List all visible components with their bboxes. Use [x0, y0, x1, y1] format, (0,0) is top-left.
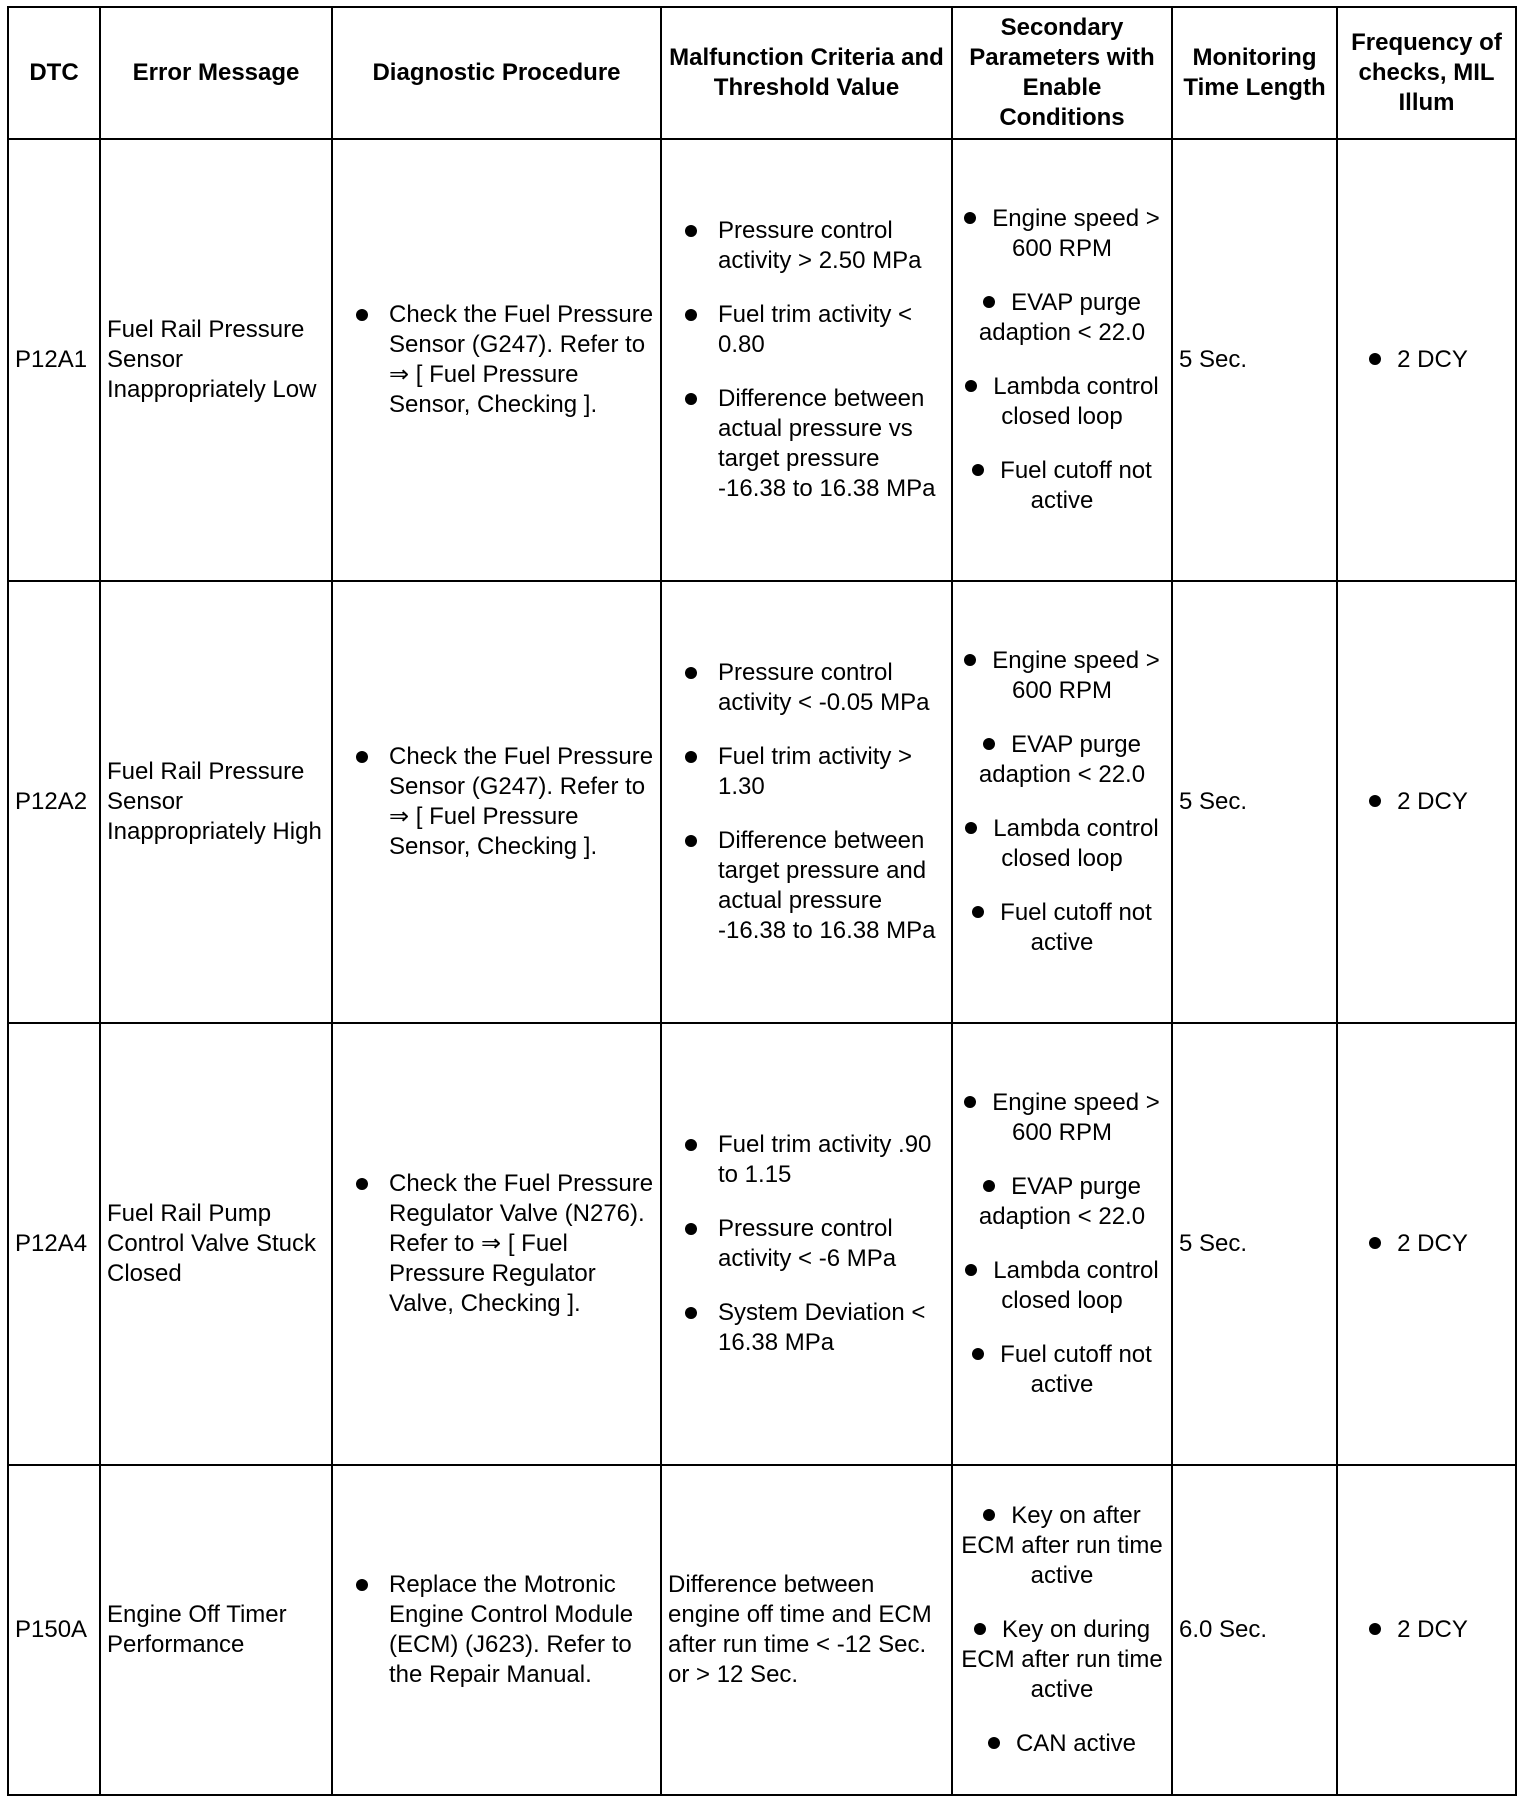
- criteria-text: Difference between target pressure and actual pressure -16.38 to 16.38 MPa: [718, 827, 936, 944]
- bullet-icon: [356, 1579, 368, 1591]
- header-secondary-parameters: Secondary Parameters with Enable Conditions: [952, 7, 1172, 139]
- diagnostic-procedure-cell: [332, 1023, 661, 1465]
- header-malfunction-criteria: Malfunction Criteria and Threshold Value: [661, 7, 952, 139]
- criteria-text: Fuel trim activity < 0.80: [718, 301, 913, 358]
- procedure-list: [333, 742, 660, 862]
- criteria-list: [662, 1130, 951, 1358]
- bullet-icon: [964, 1096, 976, 1108]
- bullet-icon: [965, 380, 977, 392]
- criteria-item: [662, 384, 951, 504]
- bullet-icon: [356, 1178, 368, 1190]
- secondary-text: Engine speed > 600 RPM: [992, 205, 1160, 262]
- secondary-parameters-cell: [952, 139, 1172, 581]
- criteria-item: [662, 1130, 951, 1190]
- bullet-icon: [964, 212, 976, 224]
- table-row: [8, 139, 1516, 581]
- bullet-icon: [983, 738, 995, 750]
- secondary-item: [953, 456, 1171, 516]
- secondary-text: Engine speed > 600 RPM: [992, 647, 1160, 704]
- secondary-parameters-cell: [952, 1465, 1172, 1795]
- table-row: [8, 1023, 1516, 1465]
- bullet-icon: [988, 1737, 1000, 1749]
- frequency-text: 2 DCY: [1397, 1230, 1468, 1257]
- bullet-icon: [356, 751, 368, 763]
- bullet-icon: [685, 1139, 697, 1151]
- secondary-item: [953, 204, 1171, 264]
- criteria-item: [662, 826, 951, 946]
- secondary-item: [953, 1615, 1171, 1705]
- procedure-text: Check the Fuel Pressure Sensor (G247). Refer to ⇒ [ Fuel Pressure Sensor, Checking ].: [389, 301, 654, 418]
- bullet-icon: [972, 906, 984, 918]
- secondary-text: Lambda control closed loop: [993, 815, 1159, 872]
- procedure-item: [333, 1570, 660, 1690]
- secondary-list: [953, 1501, 1171, 1759]
- bullet-icon: [685, 751, 697, 763]
- criteria-item: [662, 1214, 951, 1274]
- secondary-item: [953, 1729, 1171, 1759]
- bullet-icon: [965, 1264, 977, 1276]
- frequency-cell: [1337, 139, 1516, 581]
- bullet-icon: [983, 296, 995, 308]
- criteria-list: [662, 658, 951, 946]
- procedure-list: [333, 1570, 660, 1690]
- dtc-code: P12A2: [8, 581, 100, 1023]
- secondary-item: [953, 372, 1171, 432]
- monitoring-time: 5 Sec.: [1172, 1023, 1337, 1465]
- secondary-item: [953, 646, 1171, 706]
- secondary-text: Engine speed > 600 RPM: [992, 1089, 1160, 1146]
- secondary-text: EVAP purge adaption < 22.0: [978, 1173, 1146, 1230]
- frequency-cell: [1337, 1465, 1516, 1795]
- error-message: Engine Off Timer Performance: [100, 1465, 332, 1795]
- table-row: [8, 1465, 1516, 1795]
- procedure-text: Check the Fuel Pressure Sensor (G247). Refer to ⇒ [ Fuel Pressure Sensor, Checking ].: [389, 743, 654, 860]
- header-diagnostic-procedure: Diagnostic Procedure: [332, 7, 661, 139]
- secondary-text: Fuel cutoff not active: [1000, 457, 1152, 514]
- criteria-text: Pressure control activity < -6 MPa: [718, 1215, 897, 1272]
- secondary-item: [953, 1340, 1171, 1400]
- header-row: [8, 7, 1516, 139]
- criteria-item: [662, 1298, 951, 1358]
- secondary-text: EVAP purge adaption < 22.0: [978, 289, 1146, 346]
- secondary-item: [953, 1256, 1171, 1316]
- bullet-icon: [685, 309, 697, 321]
- error-message: Fuel Rail Pressure Sensor Inappropriately Low: [100, 139, 332, 581]
- monitoring-time: 5 Sec.: [1172, 581, 1337, 1023]
- secondary-item: [953, 1088, 1171, 1148]
- header-monitoring-time: Monitoring Time Length: [1172, 7, 1337, 139]
- criteria-text: System Deviation < 16.38 MPa: [718, 1299, 926, 1356]
- bullet-icon: [1369, 353, 1381, 365]
- procedure-list: [333, 300, 660, 420]
- secondary-text: EVAP purge adaption < 22.0: [978, 731, 1146, 788]
- criteria-list: [662, 216, 951, 504]
- secondary-text: Lambda control closed loop: [993, 373, 1159, 430]
- secondary-list: [953, 646, 1171, 958]
- error-message: Fuel Rail Pump Control Valve Stuck Closed: [100, 1023, 332, 1465]
- criteria-text: Pressure control activity > 2.50 MPa: [718, 217, 922, 274]
- dtc-code: P12A4: [8, 1023, 100, 1465]
- frequency-text: 2 DCY: [1397, 346, 1468, 373]
- procedure-item: [333, 300, 660, 420]
- secondary-text: Key on during ECM after run time active: [961, 1616, 1163, 1703]
- bullet-icon: [685, 667, 697, 679]
- criteria-text: Pressure control activity < -0.05 MPa: [718, 659, 930, 716]
- frequency-text: 2 DCY: [1397, 788, 1468, 815]
- secondary-text: CAN active: [1015, 1730, 1137, 1757]
- error-message: Fuel Rail Pressure Sensor Inappropriately High: [100, 581, 332, 1023]
- bullet-icon: [685, 835, 697, 847]
- header-dtc: DTC: [8, 7, 100, 139]
- table-row: [8, 581, 1516, 1023]
- procedure-item: [333, 742, 660, 862]
- bullet-icon: [983, 1180, 995, 1192]
- bullet-icon: [1369, 1623, 1381, 1635]
- secondary-item: [953, 730, 1171, 790]
- diagnostic-procedure-cell: [332, 1465, 661, 1795]
- bullet-icon: [972, 464, 984, 476]
- criteria-item: [662, 742, 951, 802]
- secondary-list: [953, 1088, 1171, 1400]
- malfunction-criteria-cell: [661, 1023, 952, 1465]
- criteria-text: Difference between actual pressure vs target pressure -16.38 to 16.38 MPa: [718, 385, 936, 502]
- bullet-icon: [685, 1307, 697, 1319]
- criteria-item: [662, 216, 951, 276]
- dtc-code: P150A: [8, 1465, 100, 1795]
- bullet-icon: [685, 393, 697, 405]
- procedure-list: [333, 1169, 660, 1319]
- bullet-icon: [964, 654, 976, 666]
- dtc-table: [7, 6, 1517, 1796]
- malfunction-criteria-cell: [661, 581, 952, 1023]
- bullet-icon: [974, 1623, 986, 1635]
- dtc-code: P12A1: [8, 139, 100, 581]
- criteria-text: Fuel trim activity .90 to 1.15: [718, 1131, 932, 1188]
- dtc-table-container: [7, 6, 1515, 1792]
- malfunction-criteria-cell: [661, 139, 952, 581]
- bullet-icon: [1369, 1237, 1381, 1249]
- secondary-text: Key on after ECM after run time active: [961, 1502, 1163, 1589]
- secondary-parameters-cell: [952, 1023, 1172, 1465]
- bullet-icon: [972, 1348, 984, 1360]
- frequency-cell: [1337, 1023, 1516, 1465]
- procedure-text: Replace the Motronic Engine Control Module (ECM) (J623). Refer to the Repair Manual.: [389, 1571, 634, 1688]
- frequency-text: 2 DCY: [1397, 1616, 1468, 1643]
- bullet-icon: [1369, 795, 1381, 807]
- monitoring-time: 5 Sec.: [1172, 139, 1337, 581]
- malfunction-criteria-cell: [661, 1465, 952, 1795]
- header-error-message: Error Message: [100, 7, 332, 139]
- secondary-text: Fuel cutoff not active: [1000, 899, 1152, 956]
- criteria-text: Difference between engine off time and ECM after run time < -12 Sec. or > 12 Sec.: [668, 1571, 932, 1688]
- header-frequency: Frequency of checks, MIL Illum: [1337, 7, 1516, 139]
- secondary-item: [953, 1172, 1171, 1232]
- bullet-icon: [965, 822, 977, 834]
- secondary-item: [953, 1501, 1171, 1591]
- secondary-item: [953, 814, 1171, 874]
- criteria-item: [662, 658, 951, 718]
- bullet-icon: [685, 1223, 697, 1235]
- procedure-text: Check the Fuel Pressure Regulator Valve (N276). Refer to ⇒ [ Fuel Pressure Regulator Valve, Checking ].: [389, 1170, 654, 1317]
- monitoring-time: 6.0 Sec.: [1172, 1465, 1337, 1795]
- secondary-text: Fuel cutoff not active: [1000, 1341, 1152, 1398]
- secondary-list: [953, 204, 1171, 516]
- diagnostic-procedure-cell: [332, 581, 661, 1023]
- criteria-item: [662, 300, 951, 360]
- secondary-item: [953, 898, 1171, 958]
- secondary-text: Lambda control closed loop: [993, 1257, 1159, 1314]
- frequency-cell: [1337, 581, 1516, 1023]
- bullet-icon: [685, 225, 697, 237]
- secondary-parameters-cell: [952, 581, 1172, 1023]
- bullet-icon: [983, 1509, 995, 1521]
- bullet-icon: [356, 309, 368, 321]
- diagnostic-procedure-cell: [332, 139, 661, 581]
- criteria-text: Fuel trim activity > 1.30: [718, 743, 913, 800]
- secondary-item: [953, 288, 1171, 348]
- procedure-item: [333, 1169, 660, 1319]
